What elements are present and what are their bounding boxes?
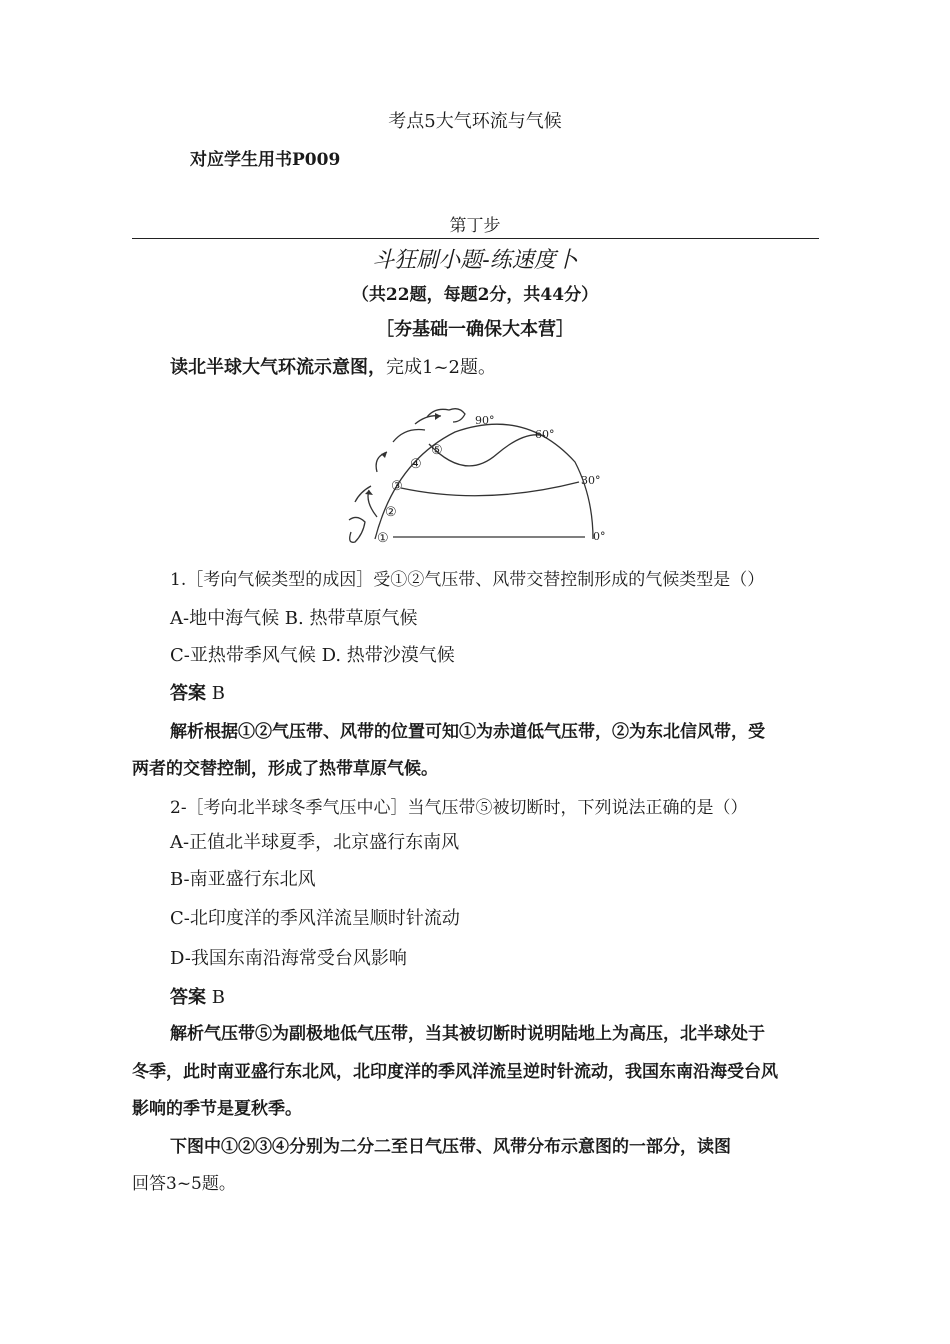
intro-2-line1: 下图中①②③④分别为二分二至日气压带、风带分布示意图的一部分，读图 [170, 1137, 731, 1157]
book-reference: 对应学生用书P009 [190, 150, 341, 170]
section-tag: ［夯基础一确保大本营］ [376, 319, 574, 340]
q2-option-d: D-我国东南沿海常受台风影响 [170, 948, 407, 969]
intro-1-bold: 读北半球大气环流示意图， [170, 357, 386, 378]
lat-30-line [401, 482, 579, 496]
belt-label-5: ⑤ [431, 443, 443, 458]
intro-1 [170, 356, 496, 380]
step-label: 第丁步 [449, 216, 501, 236]
q2-answer [170, 986, 225, 1010]
q2-analysis-line3: 影响的季节是夏秋季。 [132, 1099, 302, 1119]
section-subtitle: （共22题，每题2分，共44分） [351, 285, 599, 305]
q2-option-b: B-南亚盛行东北风 [170, 869, 316, 890]
lat-label-90: 90° [475, 414, 495, 427]
lat-label-60: 60° [535, 428, 555, 441]
section-title: 斗狂刷小题-练速度卜 [372, 248, 578, 273]
q2-stem: 2-［考向北半球冬季气压中心］当气压带⑤被切断时，下列说法正确的是（） [170, 798, 748, 818]
q2-analysis-line1 [170, 1022, 765, 1046]
belt-label-4: ④ [410, 457, 422, 472]
q1-answer-label: 答案 [170, 683, 206, 704]
arrow-head-1 [365, 490, 373, 495]
q1-analysis-line1 [170, 720, 765, 744]
lat-label-0: 0° [593, 530, 606, 543]
arrow-head-3 [435, 413, 441, 420]
equatorial-cell-outline [349, 517, 365, 542]
q1-answer-value: B [211, 683, 225, 704]
q2-option-a: A-正值北半球夏季，北京盛行东南风 [170, 832, 460, 853]
q1-analysis-line2: 两者的交替控制，形成了热带草原气候。 [132, 759, 438, 779]
q2-analysis-text1: 气压带⑤为副极地低气压带，当其被切断时说明陆地上为高压，北半球处于 [204, 1024, 765, 1044]
page-title: 考点5大气环流与气候 [388, 111, 562, 132]
intro-1-rest: 完成1~2题。 [386, 357, 496, 378]
q2-analysis-line2: 冬季，此时南亚盛行东北风，北印度洋的季风洋流呈逆时针流动，我国东南沿海受台风 [132, 1062, 778, 1082]
belt-label-1: ① [377, 531, 389, 546]
q1-options-ab: A-地中海气候 B. 热带草原气候 [170, 608, 418, 629]
q1-options-cd: C-亚热带季风气候 D. 热带沙漠气候 [170, 645, 455, 666]
q2-analysis-label: 解析 [170, 1024, 204, 1044]
q2-answer-label: 答案 [170, 987, 206, 1008]
earth-outline [375, 424, 593, 539]
lat-label-30: 30° [581, 474, 601, 487]
q2-option-c: C-北印度洋的季风洋流呈顺时针流动 [170, 908, 460, 929]
q2-answer-value: B [211, 987, 225, 1008]
lat-60-line [429, 435, 545, 466]
q1-analysis-text1: 根据①②气压带、风带的位置可知①为赤道低气压带，②为东北信风带，受 [204, 722, 765, 742]
intro-2-line2: 回答3~5题。 [132, 1174, 236, 1194]
divider-line [132, 238, 819, 239]
wind-arrow-4 [393, 430, 425, 443]
q1-analysis-label: 解析 [170, 722, 204, 742]
belt-label-2: ② [385, 505, 397, 520]
q1-stem: 1.［考向气候类型的成因］受①②气压带、风带交替控制形成的气候类型是（） [170, 570, 765, 590]
circulation-diagram [335, 402, 620, 557]
q1-answer [170, 682, 225, 706]
belt-label-3: ③ [391, 479, 403, 494]
